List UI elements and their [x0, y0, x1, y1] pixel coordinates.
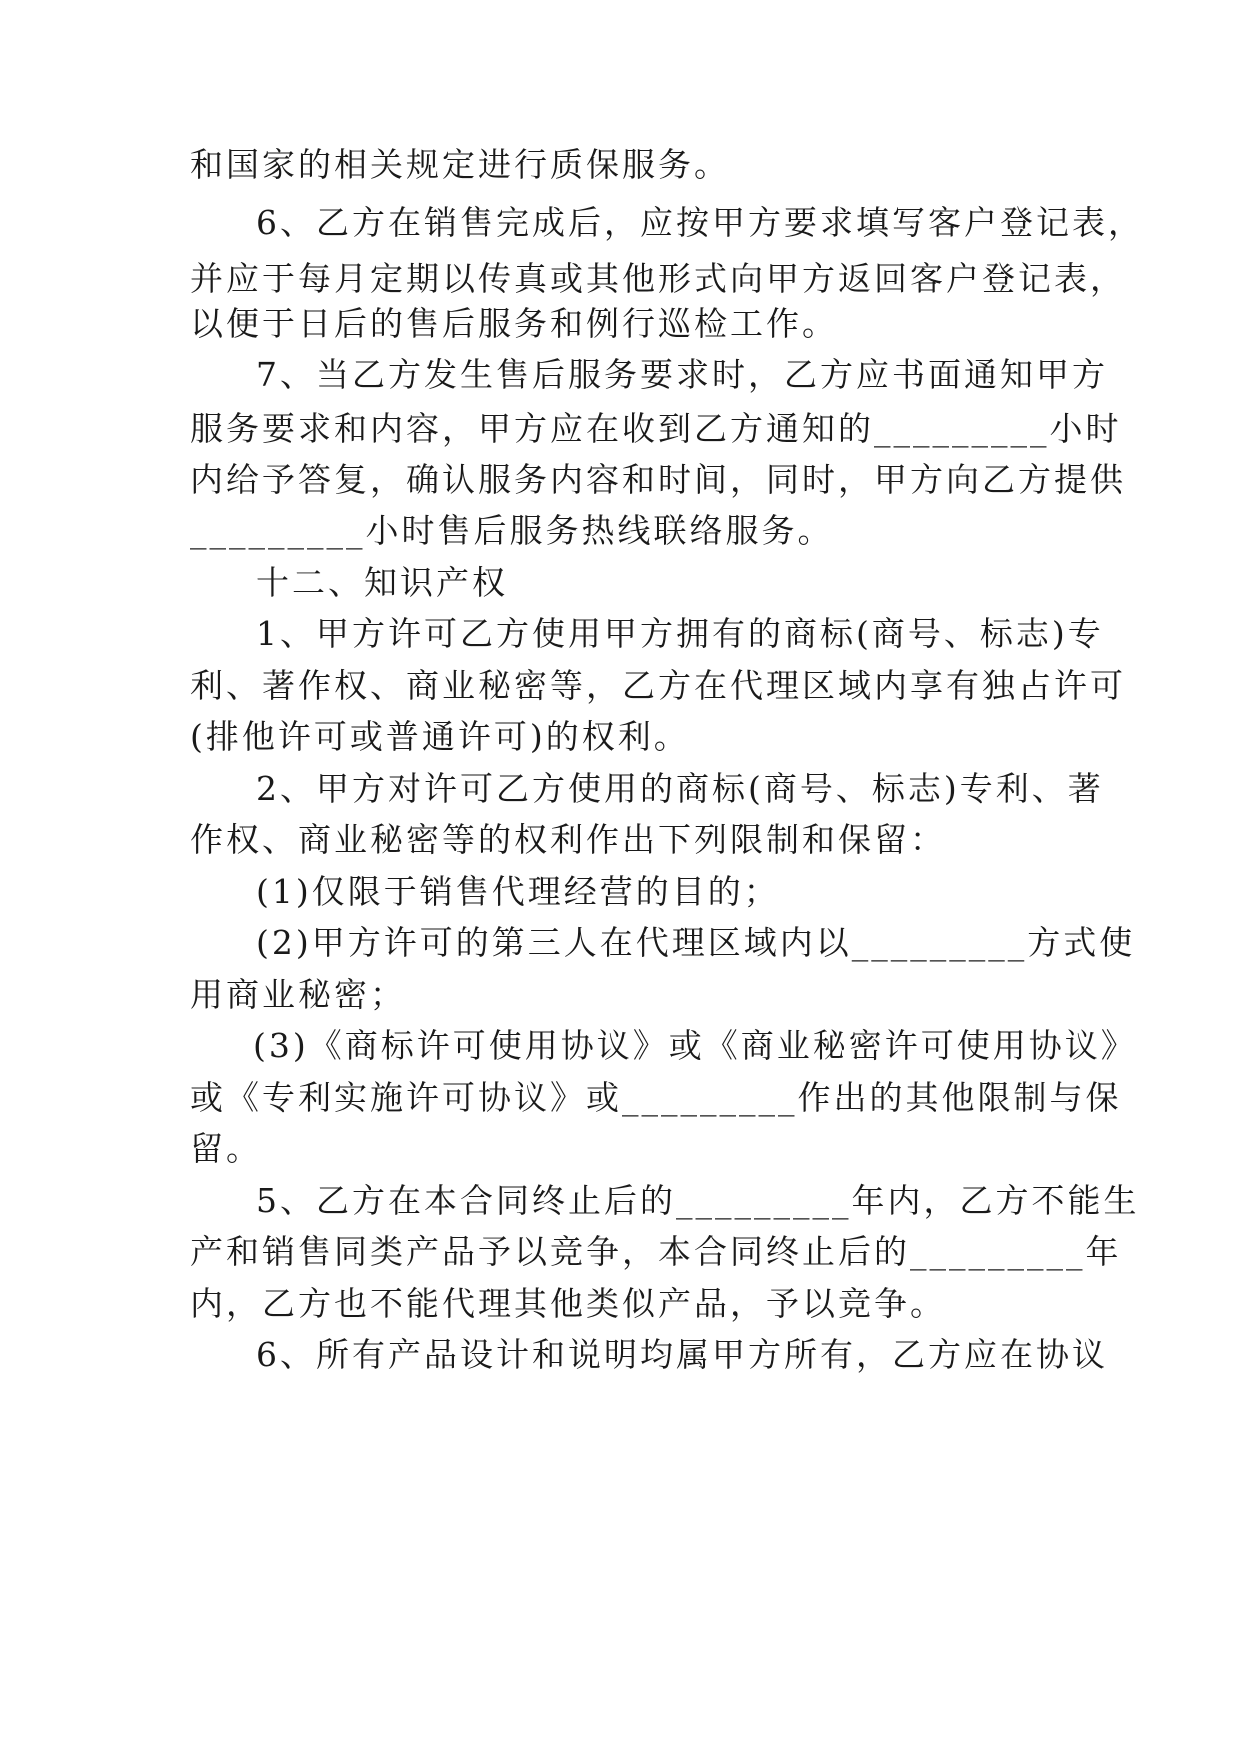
text-line: 利、著作权、商业秘密等，乙方在代理区域内享有独占许可	[190, 666, 1126, 705]
text-line: (排他许可或普通许可)的权利。	[190, 717, 690, 756]
text-line: 6、乙方在销售完成后，应按甲方要求填写客户登记表，	[256, 203, 1144, 242]
section-heading: 十二、知识产权	[256, 563, 508, 602]
text-line: 并应于每月定期以传真或其他形式向甲方返回客户登记表，	[190, 259, 1126, 298]
text-line: (3)《商标许可使用协议》或《商业秘密许可使用协议》	[253, 1026, 1137, 1065]
text-line: 留。	[190, 1129, 262, 1168]
text-line: (1)仅限于销售代理经营的目的；	[256, 872, 780, 911]
text-line: _________小时售后服务热线联络服务。	[190, 511, 834, 550]
text-line: 用商业秘密；	[190, 975, 406, 1014]
text-line: 或《专利实施许可协议》或_________作出的其他限制与保	[190, 1078, 1122, 1117]
text-line: 内，乙方也不能代理其他类似产品，予以竞争。	[190, 1284, 946, 1323]
text-line: 1、甲方许可乙方使用甲方拥有的商标(商号、标志)专	[256, 614, 1104, 653]
text-line: 以便于日后的售后服务和例行巡检工作。	[190, 304, 838, 343]
text-line: 和国家的相关规定进行质保服务。	[190, 145, 730, 184]
text-line: 6、所有产品设计和说明均属甲方所有，乙方应在协议	[256, 1335, 1108, 1374]
text-line: 产和销售同类产品予以竞争，本合同终止后的_________年	[190, 1232, 1122, 1271]
text-line: 5、乙方在本合同终止后的_________年内，乙方不能生	[256, 1181, 1140, 1220]
text-line: 内给予答复，确认服务内容和时间，同时，甲方向乙方提供	[190, 460, 1126, 499]
text-line: 服务要求和内容，甲方应在收到乙方通知的_________小时	[190, 409, 1122, 448]
text-line: 7、当乙方发生售后服务要求时，乙方应书面通知甲方	[256, 355, 1108, 394]
text-line: 作权、商业秘密等的权利作出下列限制和保留：	[190, 820, 946, 859]
text-line: 2、甲方对许可乙方使用的商标(商号、标志)专利、著	[256, 769, 1104, 808]
text-line: (2)甲方许可的第三人在代理区域内以_________方式使	[256, 923, 1136, 962]
